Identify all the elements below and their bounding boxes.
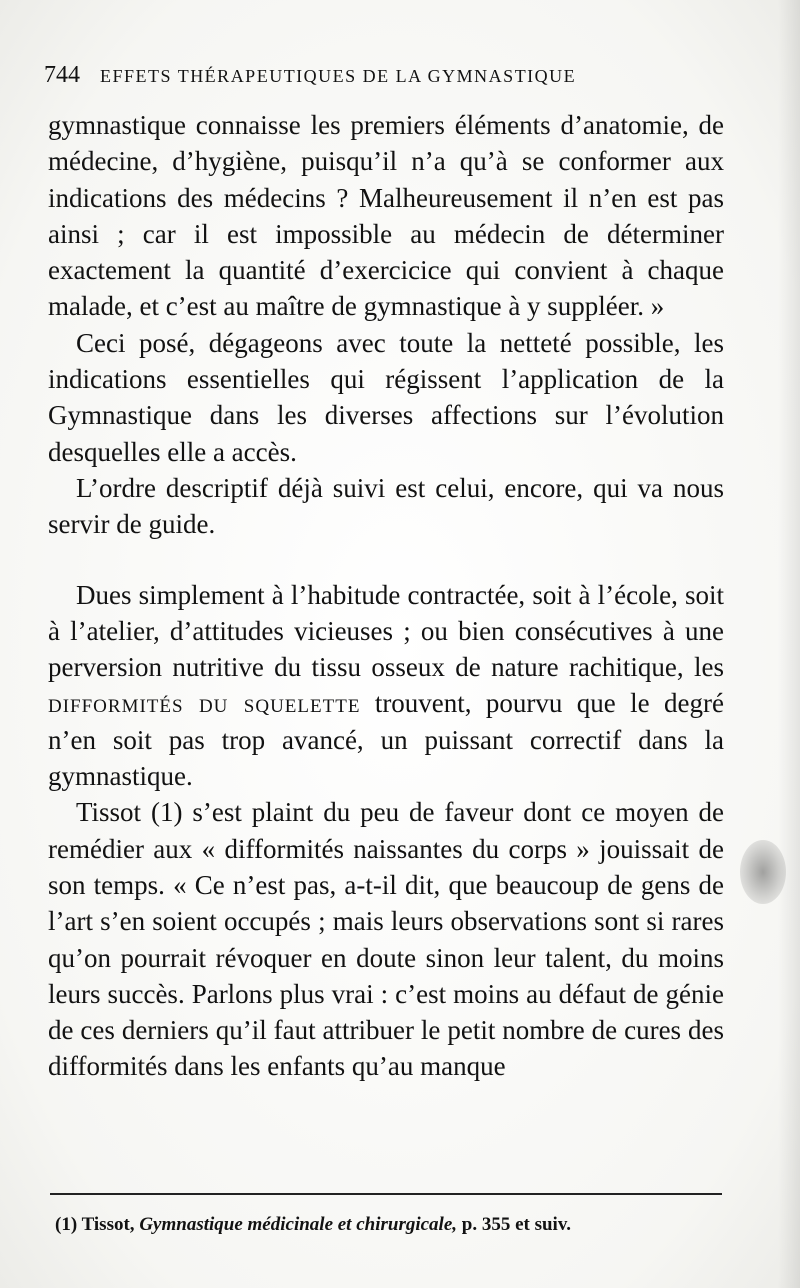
page-header <box>44 62 724 92</box>
page-edge-shadow <box>778 0 800 1288</box>
deformities-text-after: trouvent, pourvu que le degré n’en soit pas trop avancé, un puissant correctif dans la gymnastique. <box>48 688 724 792</box>
footnote <box>55 1211 725 1238</box>
paragraph-tissot: Tissot (1) s’est plaint du peu de faveur dont ce moyen de remédier aux « difformités naissantes du corps » jouissait de son temps. « Ce n’est pas, a-t-il dit, que beaucoup de gens de l’art s’en soient occupés ; mais leurs observations sont si rares qu’on pourrait révoquer en doute sinon leur talent, du moins leurs succès. Parlons plus vrai : c’est moins au défaut de génie de ces derniers qu’il faut attribuer le petit nombre de cures des difformités dans les enfants qu’au manque <box>48 797 724 1082</box>
ink-smudge <box>740 840 786 904</box>
paragraph-continuation: gymnastique connaisse les premiers éléments d’anatomie, de médecine, d’hygiène, puisqu’il n’a qu’à se conformer aux indications des médecins ? Malheureusement il n’en est pas ainsi ; car il est impossible au médecin de déterminer exactement la quantité d’exercicice qui convient à chaque malade, et c’est au maître de gymnastique à y suppléer. » <box>48 110 724 322</box>
deformities-small-caps: difformités du squelette <box>48 688 361 719</box>
footnote-title: Gymnastique médicinale et chirurgicale, <box>139 1214 458 1235</box>
footnote-reference: p. 355 et suiv. <box>461 1214 572 1235</box>
deformities-text-before: Dues simplement à l’habitude contractée, soit à l’école, soit à l’atelier, d’attitudes vicieuses ; ou bien consécutives à une perversion nutritive du tissu osseux de nature rachitique, les <box>48 579 724 683</box>
running-title: EFFETS THÉRAPEUTIQUES DE LA GYMNASTIQUE <box>100 66 577 86</box>
paragraph-indications: Ceci posé, dégageons avec toute la netteté possible, les indications essentielles qui régissent l’application de la Gymnastique dans les diverses affections sur l’évolution desquelles elle a accès. <box>48 327 724 467</box>
footnote-author: Tissot, <box>81 1214 135 1235</box>
footnote-divider <box>50 1193 722 1195</box>
paragraph-descriptive-order: L’ordre descriptif déjà suivi est celui, encore, qui va nous servir de guide. <box>48 472 724 540</box>
footnote-marker: (1) <box>55 1214 78 1235</box>
paragraph-deformities <box>48 577 724 795</box>
body-text <box>48 107 724 1085</box>
page-number: 744 <box>44 62 80 88</box>
